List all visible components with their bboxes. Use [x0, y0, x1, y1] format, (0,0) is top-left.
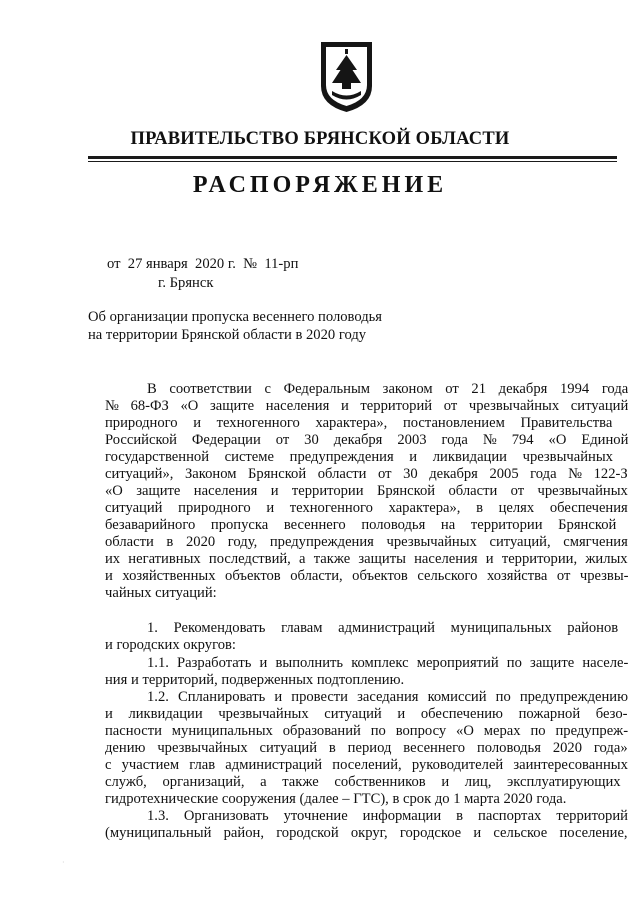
preamble-line: ситуаций природного и техногенного характера», в целях обеспечения — [105, 500, 628, 516]
item-1-3-line: 1.3. Организовать уточнение информации в паспортах территорий — [147, 808, 628, 824]
preamble-line: «О защите населения и территории Брянской области от чрезвычайных — [105, 483, 628, 499]
date-number-line: от 27 января 2020 г. № 11-рп — [107, 256, 299, 272]
header-rule-thick — [88, 156, 617, 159]
item-1-2-line: гидротехнические сооружения (далее – ГТС), в срок до 1 марта 2020 года. — [105, 791, 567, 807]
city-line: г. Брянск — [158, 275, 214, 291]
item-1-2-line: служб, организаций, а также собственников и лиц, эксплуатирующих — [105, 774, 621, 790]
preamble-line: ситуаций», Законом Брянской области от 30 декабря 2005 года № 122-З — [105, 466, 628, 482]
item-1-2-line: дению чрезвычайных ситуаций в период весеннего половодья 2020 года» — [105, 740, 628, 756]
item-1-1-line: ния и территорий, подверженных подтоплению. — [105, 672, 405, 688]
item-1-2-line: с участием глав администраций поселений, руководителей заинтересованных — [105, 757, 628, 773]
scan-corner-mark: · — [62, 858, 65, 867]
preamble-line: области в 2020 году, предупреждения чрезвычайных ситуаций, смягчения — [105, 534, 628, 550]
preamble-line: и хозяйственных объектов области, объектов сельского хозяйства от чрезвы- — [105, 568, 629, 584]
item-1-2-line: пасности муниципальных образований по вопросу «О мерах по предупреж- — [105, 723, 629, 739]
subject-line: Об организации пропуска весеннего половодья — [88, 309, 382, 325]
preamble-line: Российской Федерации от 30 декабря 2003 года № 794 «О Единой — [105, 432, 629, 448]
preamble-line: В соответствии с Федеральным законом от 21 декабря 1994 года — [147, 381, 629, 397]
item-1-3-line: (муниципальный район, городской округ, городское и сельское поселение, — [105, 825, 628, 841]
item-1-1-line: 1.1. Разработать и выполнить комплекс мероприятий по защите населе- — [147, 655, 629, 671]
header-rule-thin — [88, 161, 617, 162]
coat-of-arms-icon — [318, 40, 375, 114]
preamble-line: их негативных последствий, а также защиты населения и территории, жилых — [105, 551, 628, 567]
item-1-line: и городских округов: — [105, 637, 236, 653]
preamble-line: безаварийного пропуска весеннего половодья на территории Брянской — [105, 517, 617, 533]
preamble-line: № 68-ФЗ «О защите населения и территорий от чрезвычайных ситуаций — [105, 398, 629, 414]
preamble-line: природного и техногенного характера», постановлением Правительства — [105, 415, 613, 431]
item-1-2-line: 1.2. Спланировать и провести заседания комиссий по предупреждению — [147, 689, 629, 705]
item-1-2-line: и ликвидации чрезвычайных ситуаций и обеспечению пожарной безо- — [105, 706, 628, 722]
government-title: ПРАВИТЕЛЬСТВО БРЯНСКОЙ ОБЛАСТИ — [130, 129, 510, 149]
subject-line: на территории Брянской области в 2020 году — [88, 327, 367, 343]
document-type: РАСПОРЯЖЕНИЕ — [192, 172, 448, 198]
preamble-line: чайных ситуаций: — [105, 585, 217, 601]
item-1-line: 1. Рекомендовать главам администраций муниципальных районов — [147, 620, 619, 636]
preamble-line: государственной системе предупреждения и ликвидации чрезвычайных — [105, 449, 613, 465]
